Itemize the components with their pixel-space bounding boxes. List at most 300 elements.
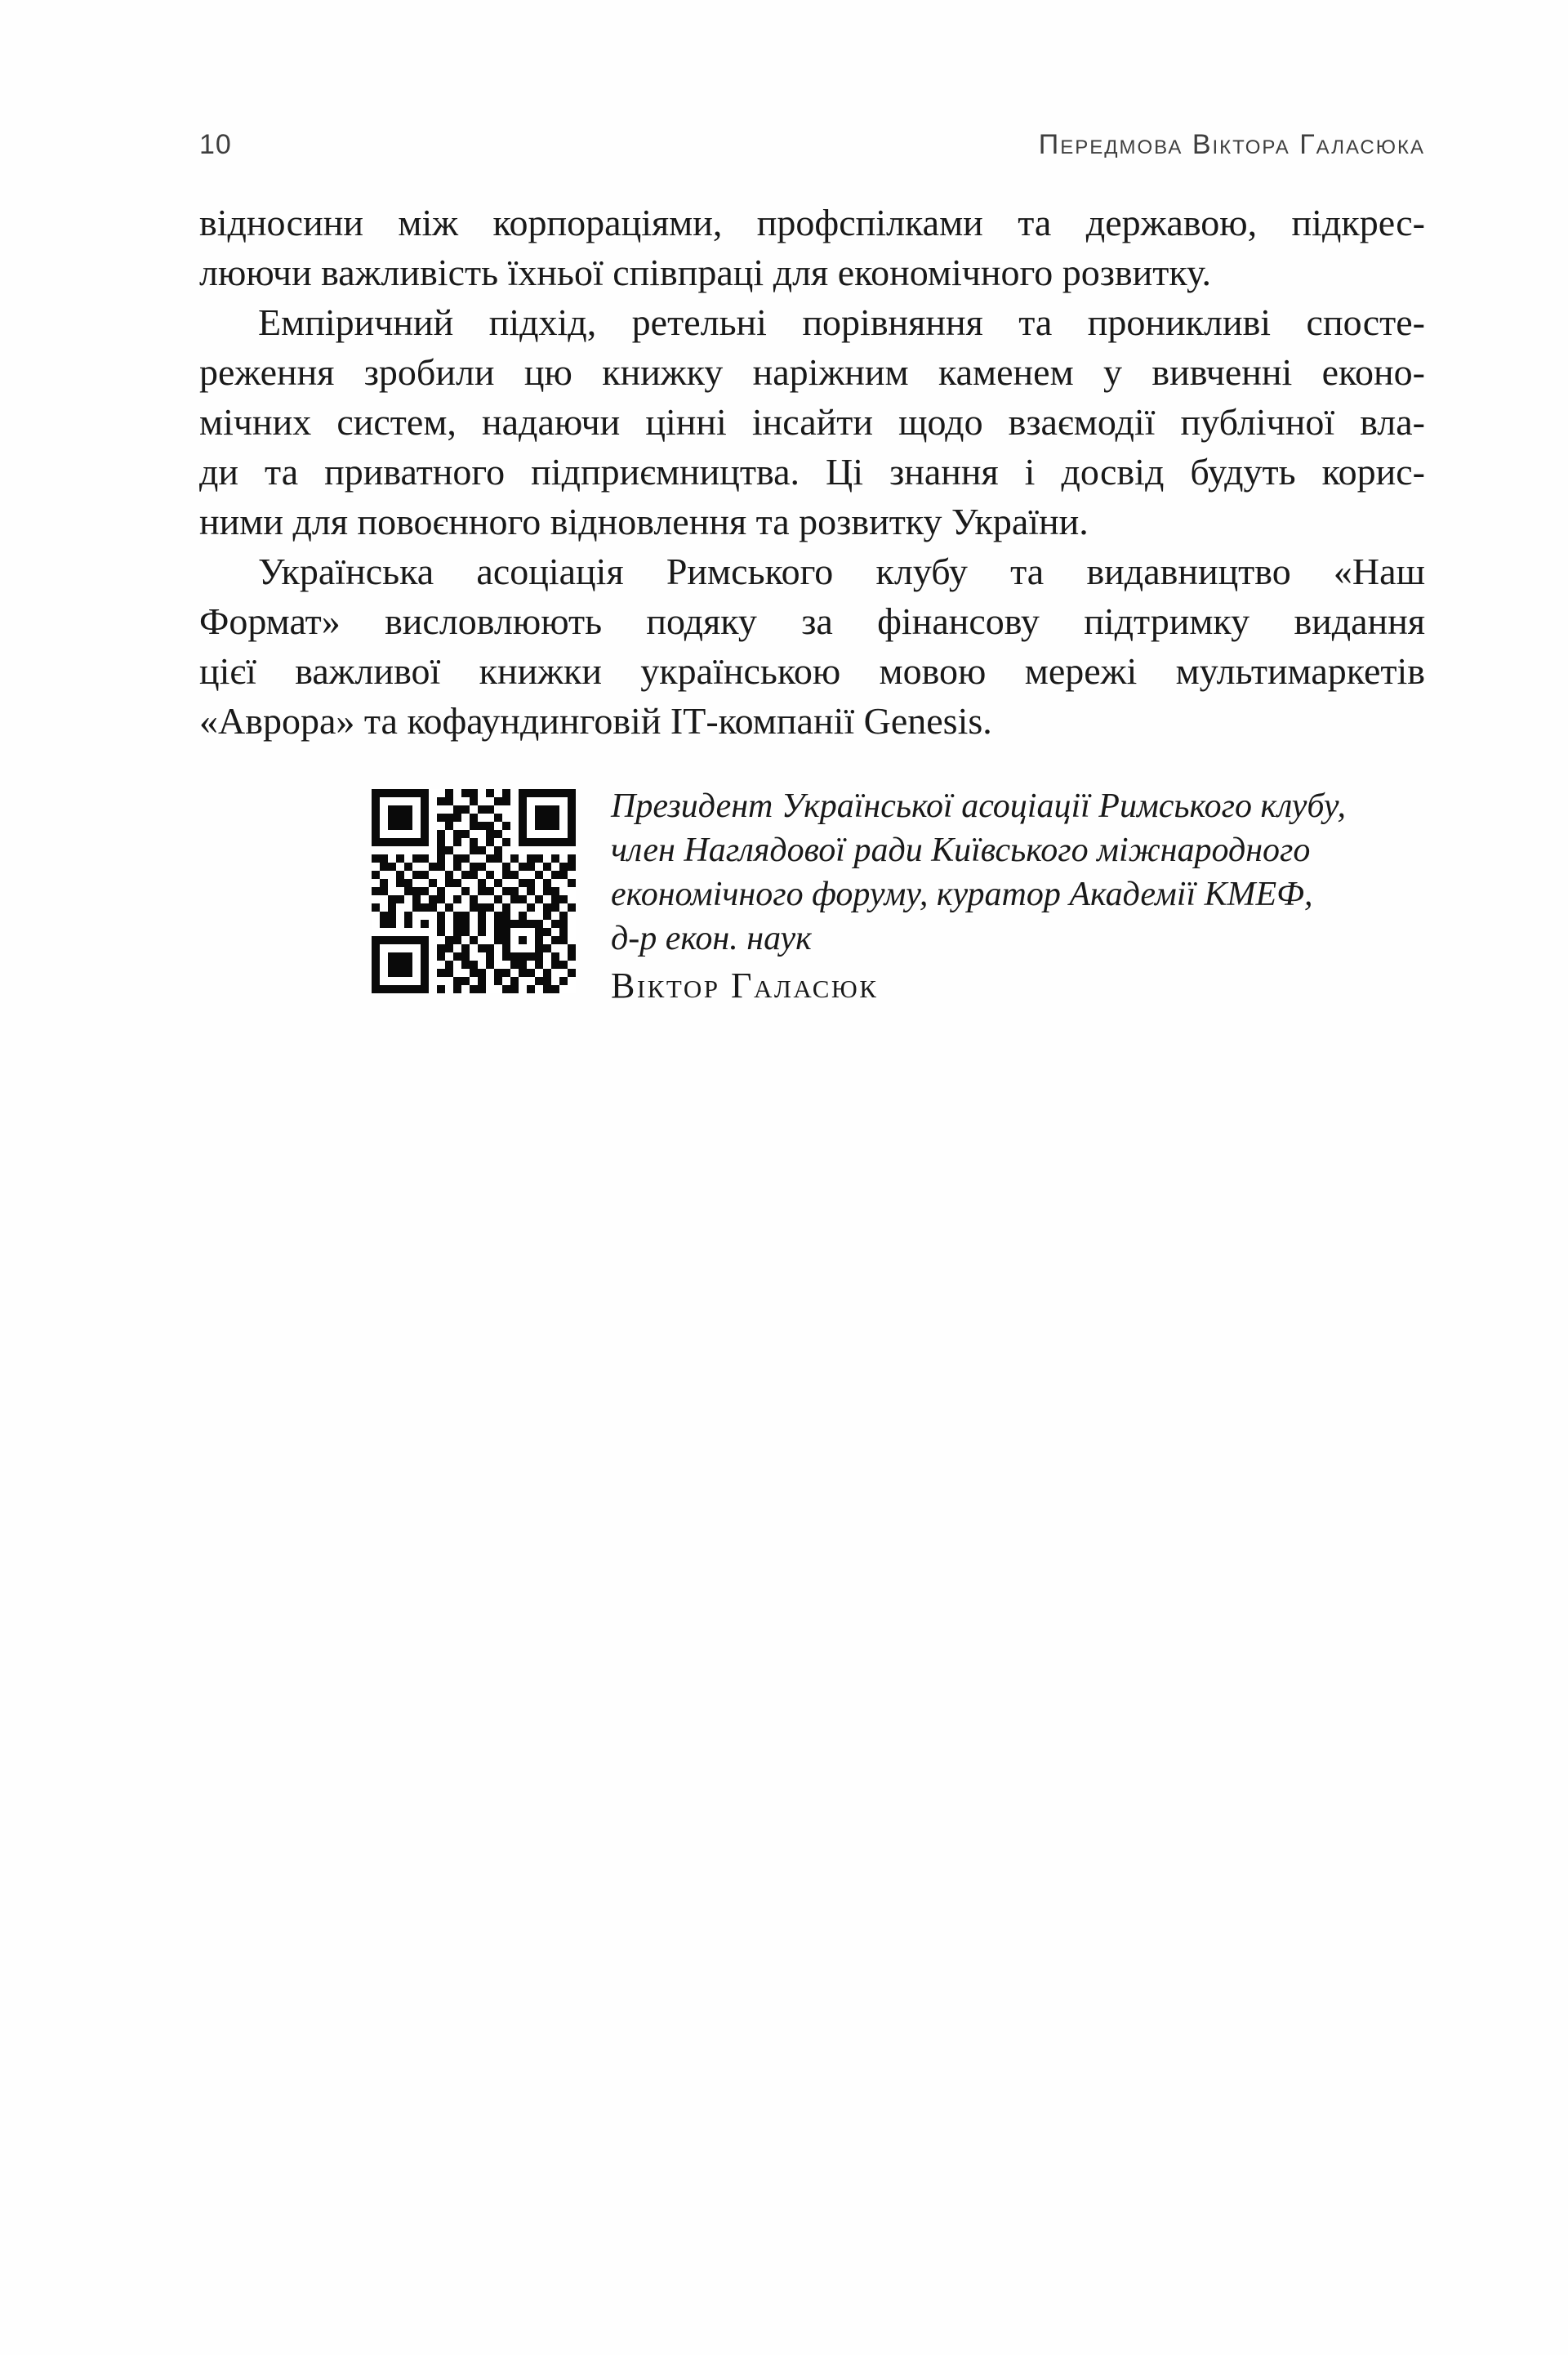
qr-module: [421, 830, 429, 838]
qr-module: [559, 895, 568, 903]
qr-module: [543, 969, 551, 977]
qr-module: [486, 887, 494, 895]
qr-module: [519, 969, 527, 977]
qr-module: [535, 961, 543, 969]
qr-module: [519, 912, 527, 920]
qr-module: [453, 977, 461, 985]
qr-module: [372, 789, 380, 797]
qr-module: [404, 879, 412, 887]
qr-module: [486, 838, 494, 846]
qr-module: [535, 805, 543, 814]
qr-code: [372, 789, 576, 993]
qr-module: [543, 903, 551, 912]
qr-module: [461, 789, 470, 797]
qr-module: [388, 863, 396, 871]
credential-line: економічного форуму, куратор Академії КМЕФ,: [611, 876, 1313, 913]
qr-module: [527, 863, 535, 871]
qr-module: [372, 871, 380, 879]
qr-module: [453, 936, 461, 944]
qr-module: [429, 879, 437, 887]
qr-module: [461, 944, 470, 952]
qr-module: [535, 977, 543, 985]
body-text-line: реження зробили цю книжку наріжним каменем у вивченні еконо-: [199, 351, 1425, 393]
qr-module: [568, 903, 576, 912]
qr-module: [551, 854, 559, 863]
qr-module: [486, 944, 494, 952]
qr-module: [380, 887, 388, 895]
qr-module: [535, 814, 543, 822]
qr-module: [494, 936, 502, 944]
qr-module: [502, 863, 510, 871]
qr-module: [486, 805, 494, 814]
qr-module: [502, 789, 510, 797]
body-text-line: мічних систем, надаючи цінні інсайти щодо взаємодії публічної вла-: [199, 401, 1425, 443]
qr-module: [453, 863, 461, 871]
qr-module: [372, 961, 380, 969]
qr-module: [461, 952, 470, 961]
qr-module: [543, 985, 551, 993]
qr-module: [543, 805, 551, 814]
qr-module: [519, 814, 527, 822]
qr-module: [478, 846, 486, 854]
qr-module: [372, 887, 380, 895]
qr-module: [559, 838, 568, 846]
qr-module: [470, 871, 478, 879]
qr-module: [429, 895, 437, 903]
qr-module: [494, 895, 502, 903]
qr-module: [494, 969, 502, 977]
qr-module: [510, 920, 519, 928]
qr-module: [478, 920, 486, 928]
qr-module: [502, 952, 510, 961]
qr-module: [412, 887, 421, 895]
qr-module: [421, 903, 429, 912]
qr-module: [519, 895, 527, 903]
qr-module: [568, 879, 576, 887]
qr-module: [486, 789, 494, 797]
qr-module: [543, 879, 551, 887]
qr-module: [470, 838, 478, 846]
qr-module: [551, 903, 559, 912]
qr-module: [551, 838, 559, 846]
qr-module: [445, 822, 453, 830]
qr-module: [502, 944, 510, 952]
qr-module: [568, 863, 576, 871]
qr-module: [445, 871, 453, 879]
qr-module: [478, 822, 486, 830]
qr-module: [372, 854, 380, 863]
qr-module: [396, 969, 404, 977]
body-text-line: Українська асоціація Римського клубу та видавництво «Наш: [258, 551, 1425, 592]
qr-module: [527, 838, 535, 846]
qr-module: [510, 895, 519, 903]
qr-module: [551, 920, 559, 928]
qr-module: [404, 912, 412, 920]
qr-module: [470, 985, 478, 993]
qr-module: [453, 879, 461, 887]
qr-module: [372, 838, 380, 846]
qr-module: [388, 814, 396, 822]
qr-module: [388, 838, 396, 846]
qr-module: [453, 854, 461, 863]
qr-module: [470, 846, 478, 854]
body-text-line: Емпіричний підхід, ретельні порівняння та проникливі спосте-: [258, 301, 1425, 343]
qr-module: [502, 903, 510, 912]
qr-module: [519, 879, 527, 887]
qr-module: [559, 871, 568, 879]
qr-module: [470, 961, 478, 969]
qr-module: [453, 830, 461, 838]
qr-module: [404, 838, 412, 846]
qr-module: [437, 830, 445, 838]
qr-module: [551, 887, 559, 895]
qr-module: [388, 912, 396, 920]
qr-module: [502, 822, 510, 830]
qr-module: [388, 985, 396, 993]
qr-module: [551, 936, 559, 944]
qr-module: [510, 887, 519, 895]
qr-module: [478, 969, 486, 977]
qr-module: [388, 789, 396, 797]
qr-module: [559, 936, 568, 944]
body-text-line: люючи важливість їхньої співпраці для економічного розвитку.: [199, 252, 1211, 293]
author-name: Віктор Галасюк: [611, 966, 879, 1006]
qr-module: [461, 830, 470, 838]
qr-module: [437, 969, 445, 977]
qr-module: [445, 903, 453, 912]
qr-module: [372, 805, 380, 814]
qr-module: [502, 920, 510, 928]
qr-module: [568, 805, 576, 814]
qr-module: [412, 871, 421, 879]
qr-module: [470, 936, 478, 944]
qr-module: [535, 822, 543, 830]
running-title: Передмова Віктора Галасюка: [1038, 129, 1425, 160]
qr-module: [535, 952, 543, 961]
qr-module: [372, 969, 380, 977]
qr-module: [551, 961, 559, 969]
qr-module: [527, 985, 535, 993]
qr-module: [559, 912, 568, 920]
qr-module: [437, 952, 445, 961]
qr-module: [502, 887, 510, 895]
qr-module: [437, 854, 445, 863]
qr-module: [470, 822, 478, 830]
qr-module: [470, 903, 478, 912]
qr-module: [543, 789, 551, 797]
qr-module: [519, 830, 527, 838]
qr-module: [388, 903, 396, 912]
qr-module: [380, 920, 388, 928]
qr-module: [486, 822, 494, 830]
qr-module: [461, 920, 470, 928]
qr-module: [372, 936, 380, 944]
qr-module: [568, 944, 576, 952]
qr-module: [437, 928, 445, 936]
qr-module: [445, 879, 453, 887]
qr-module: [543, 863, 551, 871]
qr-module: [445, 814, 453, 822]
qr-module: [461, 961, 470, 969]
qr-module: [559, 920, 568, 928]
qr-module: [527, 920, 535, 928]
qr-module: [453, 952, 461, 961]
qr-module: [502, 912, 510, 920]
qr-module: [470, 895, 478, 903]
qr-module: [412, 838, 421, 846]
qr-module: [396, 871, 404, 879]
qr-module: [461, 871, 470, 879]
credential-line: д-р екон. наук: [611, 920, 812, 957]
body-text-line: ди та приватного підприємництва. Ці знання і досвід будуть корис-: [199, 451, 1425, 493]
qr-module: [421, 936, 429, 944]
qr-module: [380, 789, 388, 797]
qr-module: [453, 928, 461, 936]
qr-module: [404, 920, 412, 928]
qr-module: [461, 887, 470, 895]
qr-module: [519, 822, 527, 830]
qr-module: [551, 871, 559, 879]
qr-module: [494, 928, 502, 936]
qr-module: [453, 912, 461, 920]
qr-module: [461, 912, 470, 920]
qr-module: [421, 961, 429, 969]
qr-module: [412, 903, 421, 912]
qr-module: [551, 814, 559, 822]
qr-module: [461, 977, 470, 985]
qr-module: [568, 952, 576, 961]
qr-module: [535, 838, 543, 846]
qr-module: [421, 814, 429, 822]
qr-module: [396, 822, 404, 830]
qr-module: [396, 814, 404, 822]
qr-module: [445, 797, 453, 805]
qr-module: [453, 920, 461, 928]
qr-module: [486, 961, 494, 969]
qr-module: [486, 903, 494, 912]
qr-module: [535, 895, 543, 903]
qr-module: [494, 879, 502, 887]
qr-module: [388, 936, 396, 944]
qr-module: [535, 936, 543, 944]
qr-module: [396, 838, 404, 846]
qr-module: [535, 920, 543, 928]
qr-module: [421, 854, 429, 863]
qr-module: [559, 961, 568, 969]
qr-module: [396, 805, 404, 814]
qr-module: [543, 928, 551, 936]
qr-module: [559, 928, 568, 936]
qr-module: [510, 961, 519, 969]
qr-module: [535, 871, 543, 879]
qr-module: [470, 863, 478, 871]
qr-module: [396, 985, 404, 993]
qr-module: [494, 977, 502, 985]
qr-module: [453, 985, 461, 993]
qr-module: [404, 936, 412, 944]
qr-module: [396, 895, 404, 903]
qr-module: [404, 814, 412, 822]
qr-module: [519, 961, 527, 969]
qr-module: [543, 814, 551, 822]
qr-module: [543, 822, 551, 830]
body-text: [199, 198, 1425, 746]
qr-module: [519, 797, 527, 805]
qr-module: [404, 805, 412, 814]
qr-module: [519, 863, 527, 871]
body-text-line: «Аврора» та кофаундинговій ІТ-компанії Genesis.: [199, 700, 992, 742]
qr-module: [478, 928, 486, 936]
qr-module: [421, 952, 429, 961]
page-number: 10: [199, 129, 232, 160]
qr-module: [396, 952, 404, 961]
qr-module: [445, 789, 453, 797]
qr-module: [543, 838, 551, 846]
qr-module: [372, 985, 380, 993]
qr-module: [388, 961, 396, 969]
qr-module: [429, 863, 437, 871]
qr-module: [502, 838, 510, 846]
qr-module: [421, 805, 429, 814]
qr-module: [543, 887, 551, 895]
qr-module: [372, 830, 380, 838]
qr-module: [437, 920, 445, 928]
qr-module: [445, 846, 453, 854]
qr-module: [568, 969, 576, 977]
qr-module: [421, 797, 429, 805]
body-text-line: цієї важливої книжки українською мовою мережі мультимаркетів: [199, 650, 1425, 692]
qr-module: [404, 863, 412, 871]
qr-module: [502, 936, 510, 944]
qr-module: [412, 936, 421, 944]
qr-module: [412, 895, 421, 903]
qr-module: [421, 920, 429, 928]
qr-module: [535, 854, 543, 863]
qr-module: [453, 814, 461, 822]
qr-module: [478, 903, 486, 912]
qr-module: [380, 912, 388, 920]
signature-block: [611, 784, 1346, 1010]
qr-module: [453, 895, 461, 903]
body-text-line: Формат» висловлюють подяку за фінансову підтримку видання: [199, 600, 1425, 642]
qr-module: [568, 854, 576, 863]
qr-module: [404, 969, 412, 977]
qr-module: [559, 789, 568, 797]
qr-module: [519, 936, 527, 944]
qr-module: [437, 912, 445, 920]
qr-module: [412, 985, 421, 993]
qr-module: [486, 952, 494, 961]
qr-module: [486, 871, 494, 879]
qr-module: [519, 838, 527, 846]
qr-module: [519, 952, 527, 961]
qr-module: [551, 895, 559, 903]
qr-module: [527, 969, 535, 977]
qr-module: [559, 977, 568, 985]
qr-module: [470, 969, 478, 977]
qr-module: [551, 789, 559, 797]
qr-module: [388, 895, 396, 903]
qr-module: [494, 920, 502, 928]
qr-module: [388, 969, 396, 977]
qr-module: [388, 805, 396, 814]
qr-module: [502, 871, 510, 879]
qr-module: [396, 789, 404, 797]
qr-module: [461, 854, 470, 863]
qr-module: [470, 814, 478, 822]
qr-module: [421, 977, 429, 985]
qr-module: [372, 814, 380, 822]
qr-module: [510, 952, 519, 961]
qr-module: [437, 863, 445, 871]
qr-module: [372, 822, 380, 830]
qr-module: [388, 952, 396, 961]
qr-module: [380, 854, 388, 863]
qr-module: [429, 903, 437, 912]
qr-module: [519, 805, 527, 814]
qr-module: [478, 977, 486, 985]
qr-module: [502, 985, 510, 993]
qr-module: [388, 822, 396, 830]
qr-module: [437, 895, 445, 903]
qr-module: [445, 969, 453, 977]
qr-module: [502, 928, 510, 936]
credential-line: член Наглядової ради Київського міжнародного: [611, 832, 1311, 869]
qr-module: [396, 961, 404, 969]
qr-module: [551, 952, 559, 961]
qr-module: [396, 936, 404, 944]
qr-module: [478, 944, 486, 952]
qr-module: [372, 952, 380, 961]
qr-module: [535, 944, 543, 952]
qr-module: [568, 822, 576, 830]
qr-module: [421, 887, 429, 895]
qr-module: [486, 830, 494, 838]
qr-module: [412, 789, 421, 797]
qr-module: [437, 846, 445, 854]
qr-module: [535, 928, 543, 936]
qr-module: [453, 805, 461, 814]
qr-module: [494, 814, 502, 822]
qr-module: [421, 969, 429, 977]
qr-module: [551, 822, 559, 830]
qr-module: [510, 871, 519, 879]
qr-module: [396, 854, 404, 863]
qr-module: [380, 863, 388, 871]
qr-module: [527, 789, 535, 797]
qr-module: [372, 797, 380, 805]
qr-module: [437, 814, 445, 822]
qr-module: [453, 838, 461, 846]
body-text-line: відносини між корпораціями, профспілками та державою, підкрес-: [199, 202, 1425, 243]
qr-module: [421, 838, 429, 846]
qr-module: [494, 854, 502, 863]
qr-module: [445, 961, 453, 969]
credential-line: Президент Української асоціації Римського клубу,: [611, 787, 1346, 825]
qr-module: [404, 887, 412, 895]
qr-module: [527, 903, 535, 912]
qr-module: [412, 854, 421, 863]
qr-module: [404, 985, 412, 993]
qr-module: [421, 789, 429, 797]
qr-module: [510, 977, 519, 985]
qr-module: [380, 838, 388, 846]
qr-module: [543, 944, 551, 952]
qr-module: [421, 985, 429, 993]
qr-module: [494, 797, 502, 805]
qr-module: [559, 863, 568, 871]
qr-module: [502, 969, 510, 977]
